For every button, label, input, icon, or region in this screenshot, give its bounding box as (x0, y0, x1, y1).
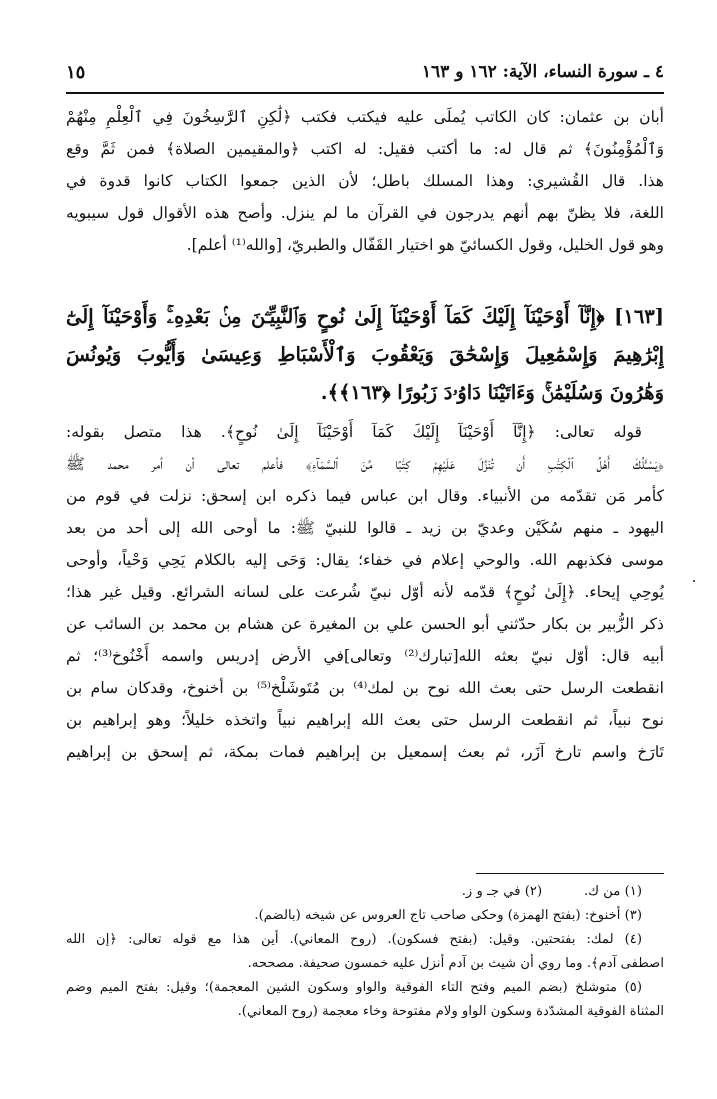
verse-line (66, 298, 664, 336)
running-title: ٤ ـ سورة النساء، الآية: ١٦٢ و ١٦٣ (421, 62, 664, 82)
verse-line: إِبْرَٰهِيمَ وَإِسْمَٰعِيلَ وَإِسْحَٰقَ وَيَعْقُوبَ وَٱلْأَسْبَاطِ وَعِيسَىٰ وَأَيُّوبَ وَيُونُسَ (66, 343, 664, 366)
text-line: اليهود ـ منهم سُكَيْن وعديّ بن زيد ـ قالوا للنبيّ ﷺ: ما أوحى الله إلى أحد من بعد (66, 519, 664, 537)
text-line: أبان بن عثمان: كان الكاتب يُملَى عليه فيكتب فكتب ﴿لَٰكِنِ ٱلرَّٰسِخُونَ فِي ٱلْعِلْمِ مِنْهُمْ (66, 108, 664, 126)
footnote-line: (٣) أخنوخ: (بفتح الهمزة) وحكى صاحب تاج العروس عن شيخه (بالضم). (254, 908, 642, 923)
text-line: تَارَخ واسم تارخ آزَر، ثم بعث إسمعيل بن إبراهيم فمات بمكة، ثم إسحق بن إبراهيم (66, 743, 664, 761)
verse-text: ﴿إِنَّآ أَوْحَيْنَآ إِلَيْكَ كَمَآ أَوْحَيْنَآ إِلَىٰ نُوحٍ وَٱلنَّبِيِّـۧنَ مِنۢ بَعْدِهِۦۚ وَأَوْحَيْنَآ إِلَىٰٓ (66, 305, 605, 328)
page-header (66, 62, 664, 92)
text-line: هذا. قال القُشيري: وهذا المسلك باطل؛ لأن الذين جمعوا الكتاب كانوا قدوة في (66, 172, 664, 190)
text-line: يُوحِي إيحاء. ﴿إِلَىٰ نُوحٍ﴾ قدّمه لأنه أوّل نبيّ شُرعت على لسانه الشرائع. وقيل غير هذا؛ (66, 583, 664, 601)
verse-number: [١٦٣] (614, 305, 664, 328)
text-line: كأمر مَن تقدّمه من الأنبياء. وقال ابن عباس فيما ذكره ابن إسحق: نزلت في قوم من (66, 487, 664, 505)
text-line: قوله تعالى: ﴿إِنَّآ أَوْحَيْنَآ إِلَيْكَ كَمَآ أَوْحَيْنَآ إِلَىٰ نُوحٍ﴾. هذا متصل بقوله: (66, 423, 642, 441)
text-line: ﴿يَسْـَٔلُكَ أَهْلُ ٱلْكِتَٰبِ أَن تُنَزِّلَ عَلَيْهِمْ كِتَٰبًا مِّنَ ٱلسَّمَآءِ﴾ فأعلم تعالى أن أمر محمد ﷺ (66, 455, 664, 473)
text-line: وهو قول الخليل، وقول الكسائيّ هو اختيار القَفّال والطبريّ، [والله⁽¹⁾ أعلم]. (186, 236, 664, 254)
header-rule (66, 92, 664, 94)
quran-verse-block (66, 298, 664, 412)
text-line: وَٱلْمُؤْمِنُونَ﴾ ثم قال له: ما أكتب فقيل: له اكتب ﴿والمقيمين الصلاة﴾ فمن ثَمَّ وقع (66, 140, 664, 158)
text-line: انقطعت الرسل حتى بعث الله نوح بن لمك⁽⁴⁾ بن مُتَوشَلْخ⁽⁵⁾ بن أخنوخ، وقدكان سام بن (66, 679, 664, 697)
text-line: اللغة، فلا يظنّ بهم أنهم يدرجون في القرآن ما لم ينزل. وأصح هذه الأقوال قول سيبويه (66, 204, 664, 222)
footnote-line: (١) من ك. (٢) في جـ و ز. (461, 884, 642, 899)
intro-paragraph (66, 101, 664, 261)
verse-line: وَهَٰرُونَ وَسُلَيْمَٰنَۚ وَءَاتَيْنَا دَاوُۥدَ زَبُورًا ﴿١٦٣﴾﴾. (320, 381, 664, 404)
commentary-paragraph (66, 416, 664, 768)
footnote-line: (٥) متوشلخ (بضم الميم وفتح التاء الفوقية والواو وسكون الشين المعجمة)؛ وقيل: بفتح الميم وضم (66, 980, 642, 995)
footnote-line: (٤) لمك: بفتحتين. وقيل: (بفتح فسكون). (روح المعاني). أين هذا مع قوله تعالى: ﴿إن الله (66, 932, 642, 947)
text-line: أبيه قال: أوّل نبيّ بعثه الله[تبارك⁽²⁾ وتعالى]في الأرض إدريس واسمه أَخْنُوخ⁽³⁾؛ ثم (66, 647, 664, 665)
footnote-line: المثناة الفوقية المشدّدة وسكون الواو ولام مفتوحة وخاء معجمة (روح المعاني). (237, 1004, 664, 1019)
margin-speck (693, 580, 695, 582)
text-line: ذكر الزُّبير بن بكار حدّثني أبو الحسن علي بن المغيرة عن هشام بن محمد بن السائب عن (66, 615, 664, 633)
page-number: ١٥ (66, 62, 86, 83)
text-line: موسى فكذبهم الله. والوحي إعلام في خفاء؛ يقال: وَحَى إليه بالكلام يَحِي وَحْياً، وأوحى (66, 551, 664, 569)
footnote-rule (476, 873, 664, 874)
text-line: نوح نبياً، ثم انقطعت الرسل حتى بعث الله إبراهيم نبياً واتخذه خليلاً؛ وهو إبراهيم بن (66, 711, 664, 729)
footnote-line: اصطفى آدم﴾. وما روي أن شيث بن آدم أنزل عليه خمسون صحيفة. مصححه. (247, 956, 664, 971)
footnotes (66, 880, 664, 1024)
